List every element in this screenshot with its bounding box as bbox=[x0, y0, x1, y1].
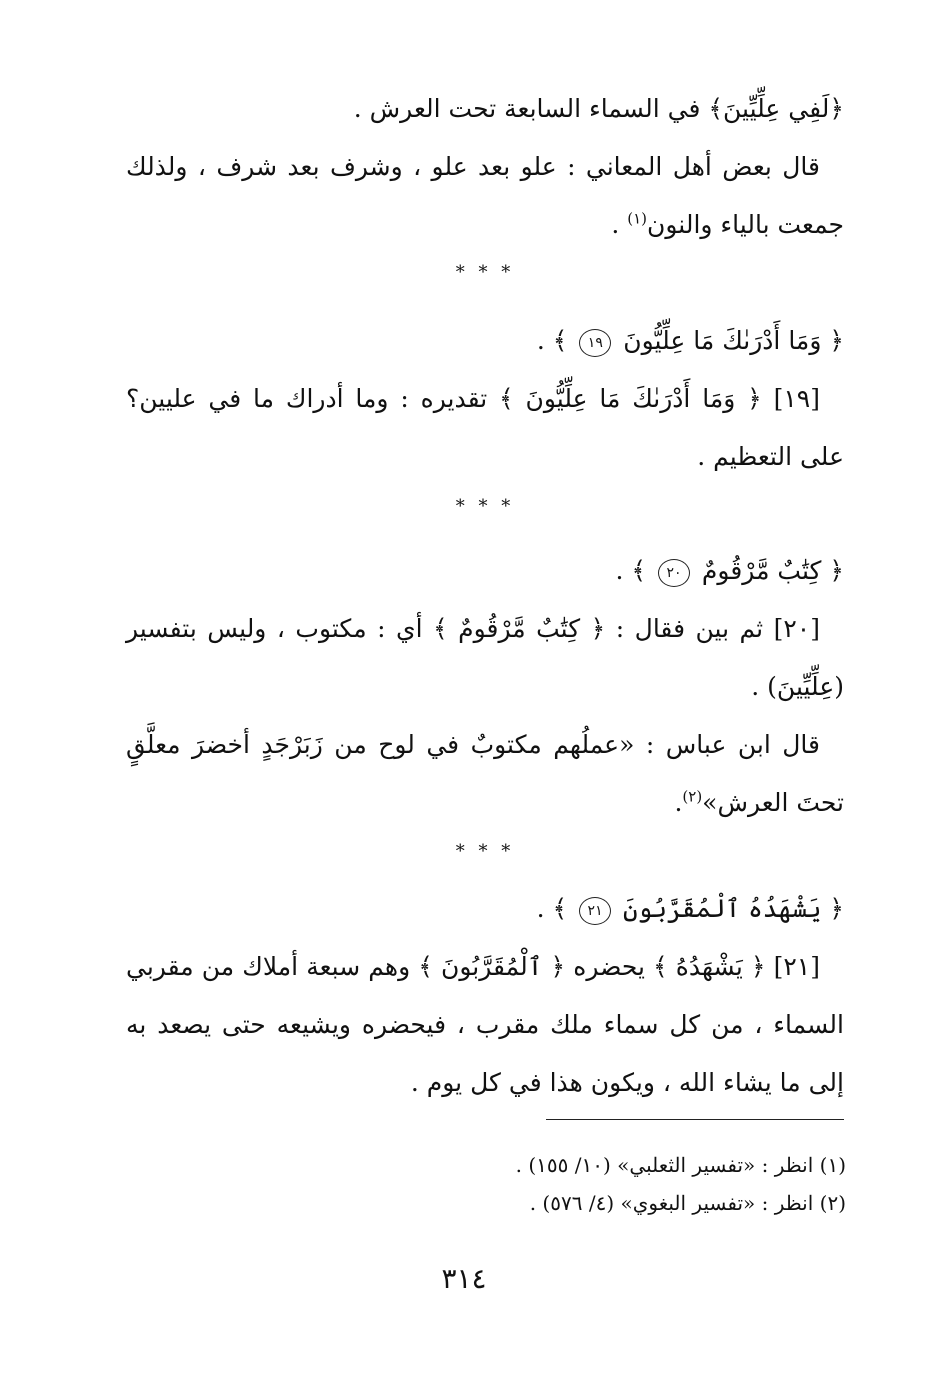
verse-20-end: ﴾ . bbox=[615, 556, 654, 585]
section-separator-3: * * * bbox=[455, 841, 515, 862]
section-separator-1: * * * bbox=[455, 262, 515, 283]
verse-number-19: ١٩ bbox=[579, 329, 611, 357]
verse-21-text: ﴿ يَشْهَدُهُ ٱلْمُقَرَّبُونَ bbox=[615, 894, 844, 923]
paragraph-21: [٢١] ﴿ يَشْهَدُهُ ﴾ يحضره ﴿ ٱلْمُقَرَّبُونَ ﴾ وهم سبعة أملاك من مقربي السماء ، من كل سماء ملك مقرب ، فيحضره ويشيعه حتى يصعد به إلى ما يشاء الله ، ويكون هذا في كل يوم . bbox=[126, 952, 844, 1097]
paragraph-19: [١٩] ﴿ وَمَا أَدْرَىٰكَ مَا عِلِّيُّونَ ﴾ تقديره : وما أدراك ما في عليين؟ على التعظيم . bbox=[126, 384, 844, 471]
verse-19-text: ﴿ وَمَا أَدْرَىٰكَ مَا عِلِّيُّونَ bbox=[615, 326, 844, 355]
verse-21-block bbox=[126, 880, 844, 1112]
verse-19-end: ﴾ . bbox=[536, 326, 576, 355]
paragraph-meanings bbox=[126, 138, 844, 254]
paragraph-meanings-text: قال بعض أهل المعاني : علو بعد علو ، وشرف بعد شرف ، ولذلك جمعت بالياء والنون bbox=[126, 152, 844, 239]
verse-20-block bbox=[126, 542, 844, 832]
footnote-2: (٢) انظر : «تفسير البغوي» (٤/ ٥٧٦) . bbox=[529, 1191, 846, 1215]
footnote-1: (١) انظر : «تفسير الثعلبي» (١٠/ ١٥٥) . bbox=[515, 1153, 846, 1177]
footnote-ref-1: (١) bbox=[627, 209, 648, 228]
verse-21-end: ﴾ . bbox=[536, 894, 576, 923]
paragraph-ibn-abbas bbox=[126, 716, 844, 832]
verse-number-20: ٢٠ bbox=[658, 559, 690, 587]
text-line-intro: ﴿لَفِي عِلِّيِّينَ﴾ في السماء السابعة تحت العرش . bbox=[353, 94, 844, 123]
footnote-divider bbox=[546, 1119, 844, 1120]
verse-19-block bbox=[126, 312, 844, 486]
paragraph-20: [٢٠] ثم بين فقال : ﴿ كِتَٰبٌ مَّرْقُومٌ ﴾ أي : مكتوب ، وليس بتفسير (عِلِّيِّينَ) . bbox=[126, 614, 844, 701]
main-text bbox=[126, 80, 844, 254]
verse-20 bbox=[126, 542, 844, 600]
verse-20-text: ﴿ كِتَٰبٌ مَّرْقُومٌ bbox=[693, 556, 844, 585]
paragraph-ibn-abbas-end: . bbox=[674, 788, 683, 817]
footnote-ref-2: (٢) bbox=[682, 787, 703, 806]
paragraph-meanings-end: . bbox=[611, 210, 628, 239]
section-separator-2: * * * bbox=[455, 496, 515, 517]
footnotes bbox=[300, 1146, 846, 1222]
verse-number-21: ٢١ bbox=[579, 897, 611, 925]
verse-21 bbox=[126, 880, 844, 938]
verse-19 bbox=[126, 312, 844, 370]
page-number: ٣١٤ bbox=[441, 1262, 487, 1295]
paragraph-ibn-abbas-text: قال ابن عباس : «عملُهم مكتوبٌ في لوح من زَبَرْجَدٍ أخضرَ معلَّقٍ تحتَ العرش» bbox=[126, 730, 844, 817]
